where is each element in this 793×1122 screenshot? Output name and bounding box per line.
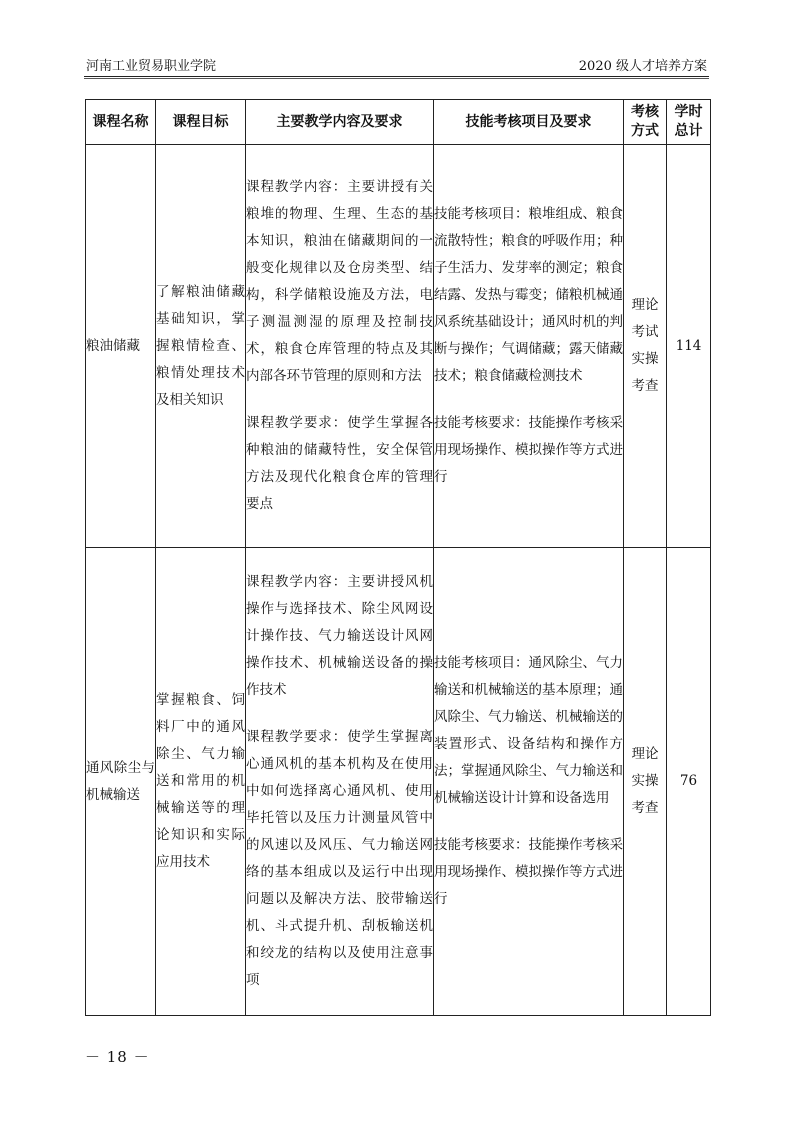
column-header-hours-text: 学时总计 <box>674 104 703 139</box>
table-header-row <box>86 100 711 145</box>
teaching-content-text: 课程教学内容：主要讲授风机操作与选择技术、除尘风网设计操作技、气力输送设计风网操作技术、机械输送设备的操作技术 <box>246 574 433 698</box>
hours-cell: 76 <box>667 548 711 1016</box>
skill-cell <box>434 145 624 548</box>
header-divider-thin <box>84 78 709 79</box>
course-goal-cell: 了解粮油储藏基础知识，掌握粮情检查、粮情处理技术及相关知识 <box>156 145 246 548</box>
hours-cell: 114 <box>667 145 711 548</box>
column-header-hours <box>667 100 711 145</box>
course-goal-cell: 掌握粮食、饲料厂中的通风除尘、气力输送和常用的机械输送等的理论知识和实际应用技术 <box>156 548 246 1016</box>
course-name-cell: 通风除尘与机械输送 <box>86 548 156 1016</box>
assessment-mode-line: 实操 <box>631 773 659 789</box>
table-row <box>86 145 711 548</box>
header-plan-title: 2020 级人才培养方案 <box>578 59 707 74</box>
skill-items-text: 技能考核项目：通风除尘、气力输送和机械输送的基本原理；通风除尘、气力输送、机械输送的装置形式、设备结构和操作方法；掌握通风除尘、气力输送和机械输送设计计算和设备选用 <box>434 655 623 806</box>
course-content-cell <box>246 145 434 548</box>
skill-requirement-text: 技能考核要求：技能操作考核采用现场操作、模拟操作等方式进行 <box>434 837 623 907</box>
column-header-content: 主要教学内容及要求 <box>246 100 434 145</box>
column-header-course-name: 课程名称 <box>86 100 156 145</box>
teaching-requirement-text: 课程教学要求：使学生掌握各种粮油的储藏特性，安全保管方法及现代化粮食仓库的管理要点 <box>246 415 433 512</box>
teaching-content-text: 课程教学内容：主要讲授有关粮堆的物理、生理、生态的基本知识，粮油在储藏期间的一般变化规律以及仓房类型、结构，科学储粮设施及方法，电子测温测湿的原理及控制技术，粮食仓库管理的特点及其内部各环节管理的原则和方法 <box>246 179 433 384</box>
assessment-mode-line: 考查 <box>631 378 659 394</box>
column-header-goal: 课程目标 <box>156 100 246 145</box>
column-header-assessment-mode <box>624 100 667 145</box>
course-name-cell: 粮油储藏 <box>86 145 156 548</box>
assessment-mode-line: 考试 <box>631 324 659 340</box>
column-header-assessment-mode-text: 考核方式 <box>631 104 659 139</box>
page-number: － 18 － <box>85 1048 150 1066</box>
course-content-cell <box>246 548 434 1016</box>
assessment-mode-cell <box>624 548 667 1016</box>
table-row <box>86 548 711 1016</box>
column-header-skill: 技能考核项目及要求 <box>434 100 624 145</box>
skill-items-text: 技能考核项目：粮堆组成、粮食流散特性；粮食的呼吸作用；种子生活力、发芽率的测定；粮食结露、发热与霉变；储粮机械通风系统基础设计；通风时机的判断与操作；气调储藏；露天储藏技术；粮食储藏检测技术 <box>434 206 623 384</box>
assessment-mode-cell <box>624 145 667 548</box>
teaching-requirement-text: 课程教学要求：使学生掌握离心通风机的基本机构及在使用中如何选择离心通风机、使用毕托管以及压力计测量风管中的风速以及风压、气力输送网络的基本组成以及运行中出现问题以及解决方法、胶带输送机、斗式提升机、刮板输送机和绞龙的结构以及使用注意事项 <box>246 729 433 988</box>
assessment-mode-line: 理论 <box>631 297 659 313</box>
skill-cell <box>434 548 624 1016</box>
skill-requirement-text: 技能考核要求：技能操作考核采用现场操作、模拟操作等方式进行 <box>434 415 623 485</box>
header-divider <box>84 76 709 77</box>
header-institution: 河南工业贸易职业学院 <box>86 59 217 74</box>
assessment-mode-line: 实操 <box>631 351 659 367</box>
assessment-mode-line: 理论 <box>631 746 659 762</box>
course-table <box>85 99 711 1016</box>
assessment-mode-line: 考查 <box>631 800 659 816</box>
